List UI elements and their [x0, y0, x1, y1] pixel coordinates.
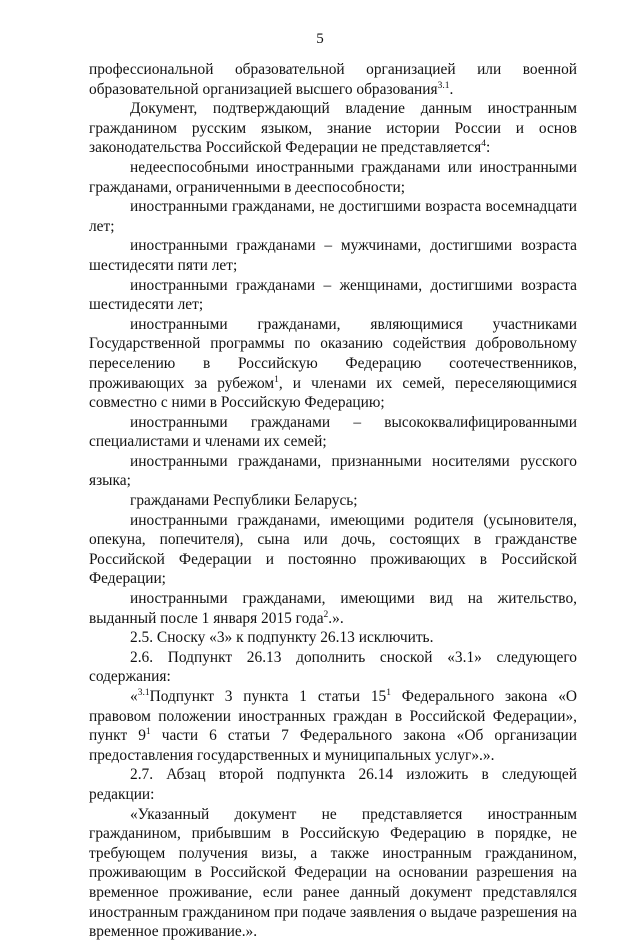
paragraph: [89, 236, 577, 275]
paragraph: [89, 158, 577, 197]
paragraph-text: «: [130, 688, 138, 705]
paragraph: [89, 276, 577, 315]
paragraph: [89, 628, 577, 648]
paragraph-text: Федерального закона «О правовом положении иностранных граждан в Российской Федерации», пункт 9: [89, 688, 577, 745]
paragraph-text: , и членами их семей, переселяющимися совместно с ними в Российскую Федерацию;: [89, 374, 577, 412]
paragraph: [89, 805, 577, 942]
paragraph-text: «Указанный документ не представляется иностранным гражданином, прибывшим в Российскую Федерацию в порядке, не требующем получения визы, а также иностранным гражданином, проживающим в Российской Федерации на основании разрешения на временное проживание, если ранее данный документ представлялся иностранным гражданином при подаче заявления о выдаче разрешения на временное проживание.».: [89, 805, 577, 941]
paragraph-text: части 6 статьи 7 Федерального закона «Об организации предоставления государственных и муниципальных услуг».».: [89, 727, 577, 764]
paragraph: [89, 315, 577, 413]
paragraph-text: иностранными гражданами – мужчинами, достигшими возраста шестидесяти пяти лет;: [89, 237, 577, 274]
document-body: [89, 60, 577, 942]
paragraph-text: иностранными гражданами, имеющими родителя (усыновителя, опекуна, попечителя), сына или дочь, состоящих в гражданстве Российской Федерации и постоянно проживающих в Российской Федерации;: [89, 511, 577, 588]
paragraph: [89, 648, 577, 687]
footnote-ref: 3.1: [437, 80, 450, 91]
paragraph: [89, 491, 577, 511]
paragraph: [89, 452, 577, 491]
paragraph-text: Документ, подтверждающий владение данным иностранным гражданином русским языком, знание истории России и основ законодательства Российской Федерации не представляется: [89, 100, 577, 157]
paragraph: [89, 687, 577, 765]
paragraph: [89, 99, 577, 158]
paragraph-text: 2.5. Сноску «3» к подпункту 26.13 исключить.: [130, 629, 434, 647]
paragraph-text: .».: [328, 609, 344, 627]
paragraph: [89, 197, 577, 236]
paragraph-text: 2.7. Абзац второй подпункта 26.14 изложить в следующей редакции:: [89, 766, 577, 803]
paragraph-text: иностранными гражданами, являющимися участниками Государственной программы по оказанию содействия добровольному переселению в Российскую Федерацию соотечественников, проживающих за рубежом: [89, 315, 577, 392]
paragraph-text: .: [449, 80, 454, 98]
paragraph-text: иностранными гражданами, имеющими вид на жительство, выданный после 1 января 2015 года: [89, 590, 577, 627]
paragraph-text: иностранными гражданами – женщинами, достигшими возраста шестидесяти лет;: [89, 276, 577, 314]
paragraph-text: иностранными гражданами, признанными носителями русского языка;: [89, 452, 577, 490]
paragraph-text: Подпункт 3 пункта 1 статьи 15: [149, 688, 387, 705]
paragraph-text: гражданами Республики Беларусь;: [130, 492, 358, 510]
footnote-ref: 1: [145, 727, 151, 738]
paragraph-text: 2.6. Подпункт 26.13 дополнить сноской «3.1» следующего содержания:: [89, 648, 577, 686]
footnote-ref: 4: [481, 139, 486, 150]
page-number: 5: [316, 31, 324, 47]
footnote-ref: 2: [323, 609, 329, 620]
paragraph: [89, 765, 577, 804]
paragraph: [89, 511, 577, 589]
paragraph: [89, 413, 577, 452]
paragraph-text: недееспособными иностранными гражданами или иностранными гражданами, ограниченными в дееспособности;: [89, 158, 577, 196]
paragraph-text: :: [485, 139, 491, 157]
footnote-ref: 3.1: [137, 688, 150, 698]
paragraph: [89, 60, 577, 99]
footnote-ref: 1: [274, 374, 279, 385]
paragraph-text: иностранными гражданами – высококвалифицированными специалистами и членами их семей;: [89, 413, 577, 451]
paragraph-text: иностранными гражданами, не достигшими возраста восемнадцати лет;: [89, 198, 577, 235]
paragraph: [89, 589, 577, 628]
paragraph-text: профессиональной образовательной организацией или военной образовательной организацией высшего образования: [89, 61, 577, 98]
footnote-ref: 1: [386, 688, 391, 698]
